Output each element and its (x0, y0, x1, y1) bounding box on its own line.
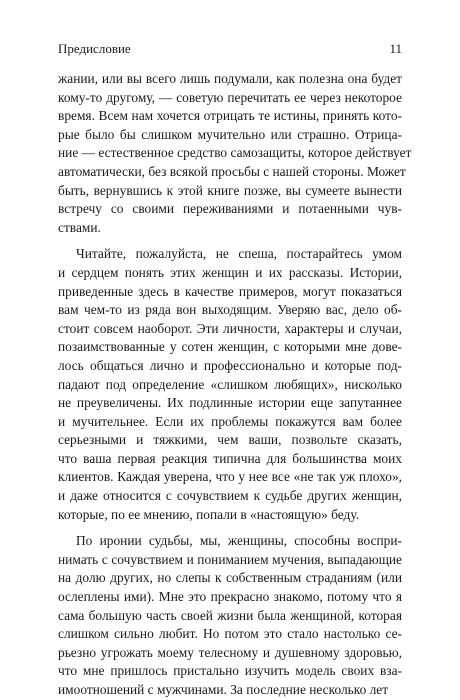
text-line: рые было бы слишком мучительно или страшно. Отрица- (58, 126, 402, 142)
text-line: слишком сильно любит. Но потом это стало настолько се- (58, 626, 402, 642)
paragraph (58, 70, 412, 237)
text-line: рьезно угрожать моему телесному и душевному здоровью, (58, 644, 402, 660)
text-line: автоматически, без всякой просьбы с нашей стороны. Может (58, 163, 406, 179)
paragraph (58, 532, 402, 699)
text-line: ствами. (58, 219, 101, 235)
text-line: время. Всем нам хочется отрицать те истины, принять кото- (58, 108, 402, 124)
text-line: вам чем-то из ряда вон выходящим. Уверяю вас, дело об- (58, 302, 402, 318)
text-line: на долю других, но слепы к собственным страданиям (или (58, 570, 402, 586)
body-text (58, 70, 412, 700)
running-title: Предисловие (58, 41, 131, 56)
text-line: быть, вернувшись к этой книге позже, вы сумеете вынести (58, 182, 402, 198)
text-line: Читайте, пожалуйста, не спеша, постарайтесь умом (76, 246, 402, 262)
paragraph (58, 245, 402, 524)
text-line: имоотношений с мужчинами. За последние несколько лет (58, 682, 389, 697)
text-line: и мучительнее. Если их проблемы покажутся вам более (58, 413, 402, 429)
running-header (58, 40, 402, 58)
text-line: что ваша первая реакция типична для большинства моих (58, 450, 402, 466)
text-line: ние — естественное средство самозащиты, которое действует (58, 145, 412, 161)
text-line: клиентов. Каждая уверена, что у нее все «не так уж плохо», (58, 469, 402, 485)
text-line: приведенные здесь в качестве примеров, могут показаться (58, 283, 402, 299)
text-line: стоит совсем наоборот. Эти личности, характеры и случаи, (58, 320, 402, 336)
page-number: 11 (389, 41, 402, 56)
text-line: кому-то другому, — советую перечитать ее через некоторое (58, 89, 402, 105)
text-line: лось общаться лично и профессионально и которые под- (58, 357, 402, 373)
text-line: сама большую часть своей жизни была женщиной, которая (58, 607, 402, 623)
text-line: серьезными и тяжкими, чем ваши, позвольте сказать, (58, 432, 402, 448)
text-line: позаимствованные у сотен женщин, с которыми мне дове- (58, 339, 402, 355)
text-line: не преувеличены. Их подлинные истории еще запутаннее (58, 395, 402, 411)
text-line: падают под определение «слишком любящих», нисколько (58, 376, 402, 392)
text-line: что мне пришлось пристально изучить модель своих вза- (58, 663, 402, 679)
text-line: которые, по ее мнению, попали в «настоящую» беду. (58, 506, 360, 522)
text-line: встречу со своими переживаниями и потаенными чув- (58, 201, 402, 217)
text-line: и сердцем понять этих женщин и их рассказы. Истории, (58, 264, 402, 280)
text-line: жании, или вы всего лишь подумали, как полезна она будет (58, 71, 402, 86)
text-line: нимать с сочувствием и пониманием мучения, выпадающие (58, 551, 402, 567)
text-line: По иронии судьбы, мы, женщины, способны воспри- (76, 533, 402, 549)
text-line: ослеплены ими). Мне это прекрасно знакомо, потому что я (58, 589, 402, 605)
text-line: и даже относится с сочувствием к судьбе других женщин, (58, 488, 402, 504)
